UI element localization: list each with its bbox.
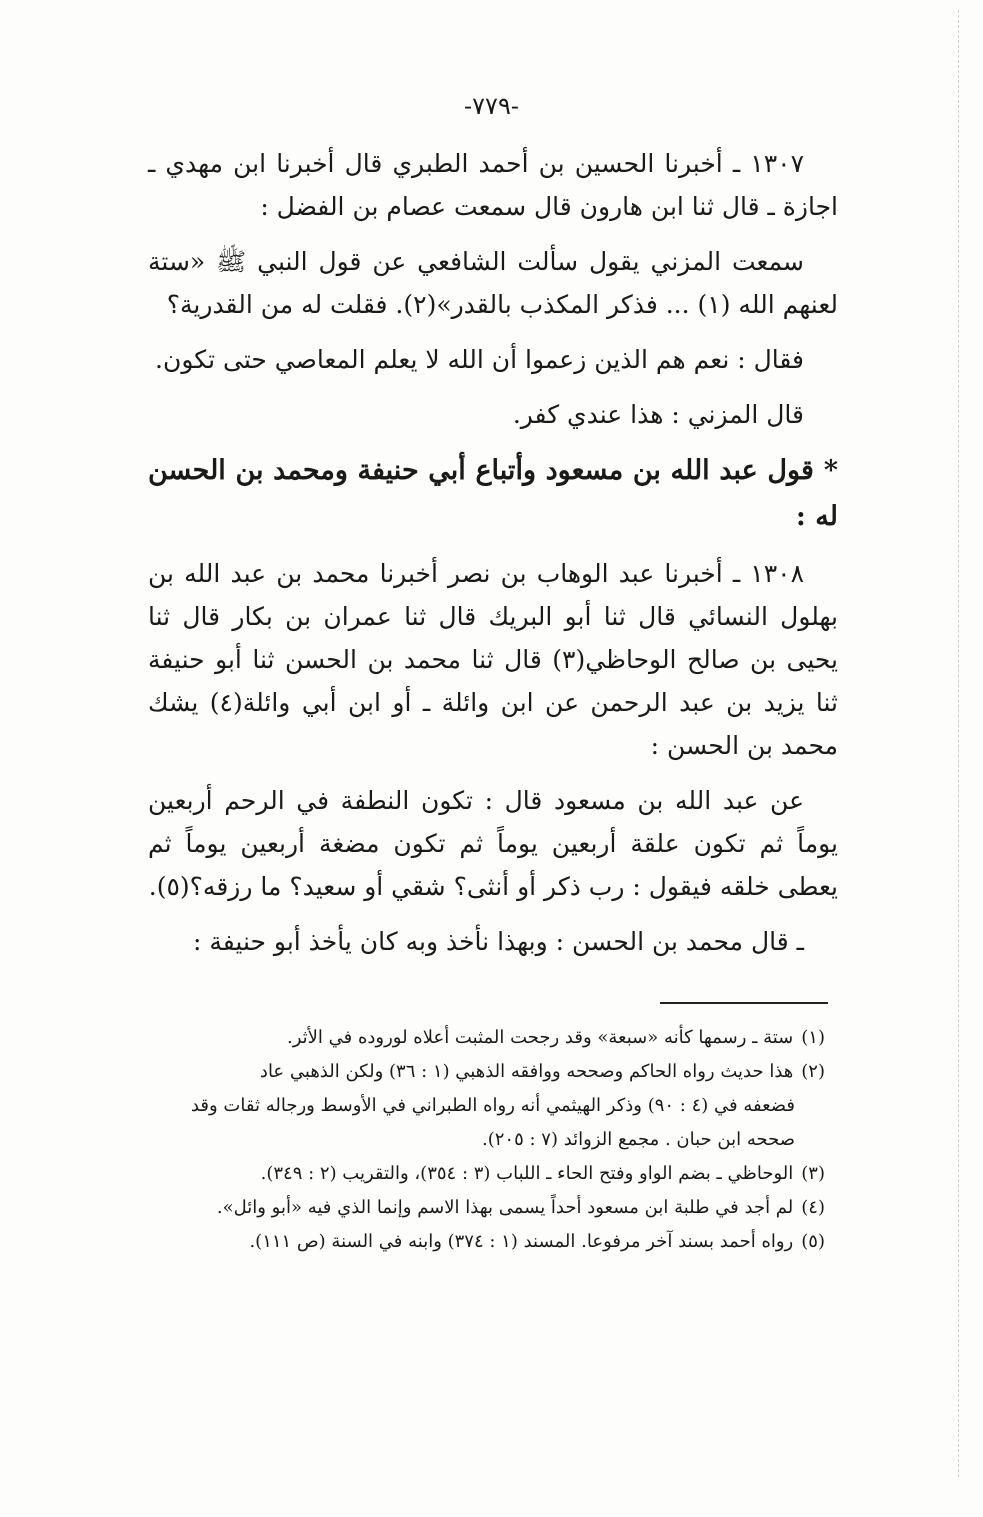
heading-star-marker: * [823,455,838,486]
main-text [148,142,838,975]
footnote-text: لم أجد في طلبة ابن مسعود أحداً يسمى بهذا الاسم وإنما الذي فيه «أبو وائل». [216,1197,794,1218]
section-heading [148,448,838,540]
footnote-2-continued: صححه ابن حبان . مجمع الزوائد (٧ : ٢٠٥). [482,1129,795,1150]
footnote-number: (٤) [801,1197,825,1218]
footnote-3 [155,1158,825,1190]
paragraph-1307: ١٣٠٧ ـ أخبرنا الحسين بن أحمد الطبري قال أخبرنا ابن مهدي ـ اجازة ـ قال ثنا ابن هارون قال سمعت عصام بن الفضل : [148,149,838,221]
footnote-separator [660,1002,828,1004]
footnote-text: هذا حديث رواه الحاكم وصححه ووافقه الذهبي (١ : ٣٦) ولكن الذهبي عاد [259,1061,794,1082]
paragraph-muzani-comment: قال المزني : هذا عندي كفر. [512,400,804,429]
footnote-number: (١) [801,1027,825,1048]
paragraph-muzani-question: سمعت المزني يقول سألت الشافعي عن قول النبي ﷺ «ستة لعنهم الله (١) ... فذكر المكذب بالقدر»(٢). فقلت له من القدرية؟ [148,247,838,319]
footnote-5 [155,1226,825,1258]
paragraph-answer: فقال : نعم هم الذين زعموا أن الله لا يعلم المعاصي حتى تكون. [155,345,804,374]
footnotes [155,1022,825,1260]
footnote-text: الوحاظي ـ بضم الواو وفتح الحاء ـ اللباب (٣ : ٣٥٤)، والتقريب (٢ : ٣٤٩). [260,1163,794,1184]
footnote-4 [155,1192,825,1224]
paragraph-muhammad-comment: ـ قال محمد بن الحسن : وبهذا نأخذ وبه كان يأخذ أبو حنيفة : [193,927,804,956]
footnote-2 [155,1056,825,1088]
footnote-1 [155,1022,825,1054]
footnote-2-continued: فضعفه في (٤ : ٩٠) وذكر الهيثمي أنه رواه الطبراني في الأوسط ورجاله ثقات وقد [190,1095,795,1116]
page-number: -٧٧٩- [464,92,519,120]
scan-edge-line [958,10,959,1477]
paragraph-1308: ١٣٠٨ ـ أخبرنا عبد الوهاب بن نصر أخبرنا محمد بن عبد الله بن بهلول النسائي قال ثنا أبو البريك قال ثنا عمران بن بكار قال ثنا يحيى بن صالح الوحاظي(٣) قال ثنا محمد بن الحسن ثنا أبو حنيفة ثنا يزيد بن عبد الرحمن عن ابن وائلة ـ أو ابن أبي وائلة(٤) يشك محمد بن الحسن : [148,559,839,760]
footnote-number: (٢) [801,1061,825,1082]
footnote-number: (٣) [801,1163,825,1184]
heading-text: قول عبد الله بن مسعود وأتباع أبي حنيفة ومحمد بن الحسن له : [148,455,838,532]
footnote-number: (٥) [801,1231,825,1252]
footnote-text: ستة ـ رسمها كأنه «سبعة» وقد رجحت المثبت أعلاه لوروده في الأثر. [286,1027,794,1048]
paragraph-ibn-masud: عن عبد الله بن مسعود قال : تكون النطفة في الرحم أربعين يوماً ثم تكون علقة أربعين يوماً ثم تكون مضغة أربعين يوماً ثم يعطى خلقه فيقول : رب ذكر أو أنثى؟ شقي أو سعيد؟ ما رزقه؟(٥). [148,786,838,901]
footnote-text: رواه أحمد بسند آخر مرفوعا. المسند (١ : ٣٧٤) وابنه في السنة (ص ١١١). [249,1231,794,1252]
